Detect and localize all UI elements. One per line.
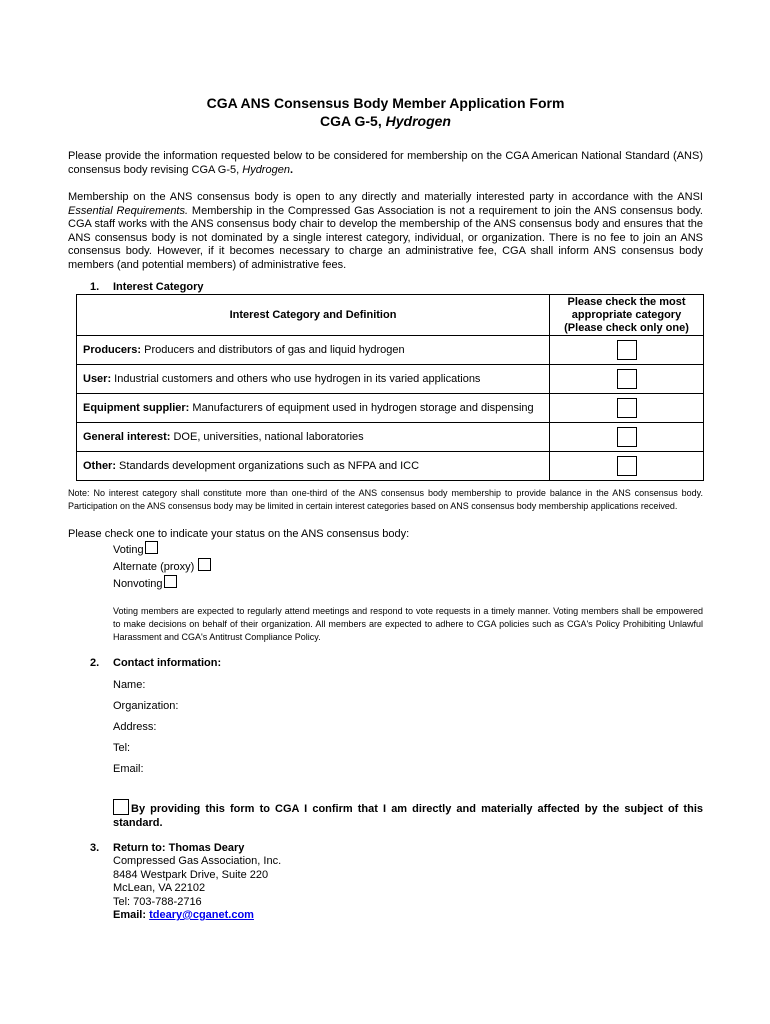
subtitle-prefix: CGA G-5, [320,113,386,129]
confirm-checkbox[interactable] [113,799,129,815]
section-2-number: 2. [90,657,100,669]
subtitle-italic: Hydrogen [385,113,451,129]
category-label: General interest: [83,431,171,443]
category-definition: DOE, universities, national laboratories [170,431,364,443]
organization-field[interactable]: Organization: [113,700,179,712]
status-option-alternate [113,558,703,575]
phone-line: Tel: 703-788-2716 [113,895,202,908]
other-checkbox[interactable] [617,456,637,476]
address-field[interactable]: Address: [113,721,157,733]
section-2-title: Contact information: [113,657,222,669]
status-options [68,541,703,592]
col-header-check-line3: (Please check only one) [564,321,689,334]
intro-paragraph-2 [68,191,703,272]
section-1-title: Interest Category [113,281,204,293]
table-row [77,452,704,481]
intro-1-text: Please provide the information requested below to be considered for membership on the CGA American National Standard (ANS) consensus body revising CGA G-5, [68,150,703,176]
section-3-title: Return to: Thomas Deary [113,842,245,854]
status-option-voting [113,541,703,558]
table-row [77,394,704,423]
section-3-number: 3. [90,842,100,854]
category-general-interest [77,423,550,452]
intro-2-start: Membership on the ANS consensus body is open to any directly and materially interested party in accordance with the ANSI [68,191,703,203]
category-user [77,365,550,394]
name-field[interactable]: Name: [113,679,146,691]
category-producers [77,336,550,365]
contact-fields [68,678,703,783]
email-line [113,909,703,923]
status-label: Alternate (proxy) [113,561,198,573]
email-field[interactable]: Email: [113,763,144,775]
confirm-text: By providing this form to CGA I confirm that I am directly and materially affected by the subject of this standard. [113,803,703,829]
user-checkbox[interactable] [617,369,637,389]
equipment-supplier-checkbox[interactable] [617,398,637,418]
category-definition: Producers and distributors of gas and liquid hydrogen [141,344,405,356]
section-3-heading [68,842,703,855]
category-label: Producers: [83,344,142,356]
return-to-block [68,842,703,923]
section-2-heading [68,657,703,670]
checkbox-cell [550,423,704,452]
address-line: Compressed Gas Association, Inc. [113,855,282,867]
table-row [77,365,704,394]
voting-members-note: Voting members are expected to regularly attend meetings and respond to vote requests in a timely manner. Voting members shall be empowered to make decisions on behalf of their organization. All members are expected to adhere to CGA policies such as CGA's Policy Prohibiting Unlawful Harassment and CGA's Antitrust Compliance Policy. [113,606,703,642]
category-other [77,452,550,481]
intro-2-rest: Membership in the Compressed Gas Association is not a requirement to join the ANS consensus body. CGA staff works with the ANS consensus body chair to develop the membership of the ANS consensus body and ensures that the ANS consensus body is not dominated by a single interest category, individual, or organization. There is no fee to join an ANS consensus body. However, if it becomes necessary to charge an administrative fee, CGA shall inform ANS consensus body members (and potential members) of administrative fees. [68,204,703,271]
status-option-nonvoting [113,575,703,592]
table-row [77,336,704,365]
category-definition: Industrial customers and others who use hydrogen in its varied applications [111,373,481,385]
confirmation-statement [68,799,703,830]
voting-checkbox[interactable] [145,541,158,554]
form-title-block [68,94,703,130]
section-1-number: 1. [90,281,100,293]
producers-checkbox[interactable] [617,340,637,360]
form-title: CGA ANS Consensus Body Member Application Form [206,95,565,111]
col-header-check-line2: appropriate category [571,308,682,321]
checkbox-cell [550,394,704,423]
category-label: Other: [83,460,116,472]
category-definition: Standards development organizations such as NFPA and ICC [116,460,420,472]
checkbox-cell [550,452,704,481]
nonvoting-checkbox[interactable] [164,575,177,588]
checkbox-cell [550,336,704,365]
col-header-check [550,295,704,336]
status-label: Nonvoting [113,578,163,590]
application-form-page [68,94,703,923]
intro-1-italic: Hydrogen [242,163,290,176]
status-heading: Please check one to indicate your status on the ANS consensus body: [68,528,410,540]
col-header-category: Interest Category and Definition [77,295,550,336]
address-line: 8484 Westpark Drive, Suite 220 [113,868,269,881]
intro-paragraph-1 [68,150,703,177]
return-address [68,855,703,923]
status-label: Voting [113,544,144,556]
email-label: Email: [113,909,147,921]
checkbox-cell [550,365,704,394]
category-definition: Manufacturers of equipment used in hydrogen storage and dispensing [189,402,534,414]
form-subtitle [68,112,703,130]
address-line: McLean, VA 22102 [113,882,206,894]
intro-2-italic: Essential Requirements. [68,204,189,217]
table-header-row [77,295,704,336]
tel-field[interactable]: Tel: [113,742,131,754]
interest-category-table [76,294,704,481]
section-1-heading [68,281,703,294]
general-interest-checkbox[interactable] [617,427,637,447]
alternate-checkbox[interactable] [198,558,211,571]
category-label: User: [83,373,112,385]
table-row [77,423,704,452]
intro-1-end: . [289,163,294,176]
col-header-check-line1: Please check the most [567,295,686,308]
email-link[interactable]: tdeary@cganet.com [149,909,254,921]
interest-category-note: Note: No interest category shall constitute more than one-third of the ANS consensus body membership to provide balance in the ANS consensus body. Participation on the ANS consensus body may be limited in certain interest categories based on ANS consensus body membership applications received. [68,488,703,511]
category-label: Equipment supplier: [83,402,190,414]
category-equipment-supplier [77,394,550,423]
